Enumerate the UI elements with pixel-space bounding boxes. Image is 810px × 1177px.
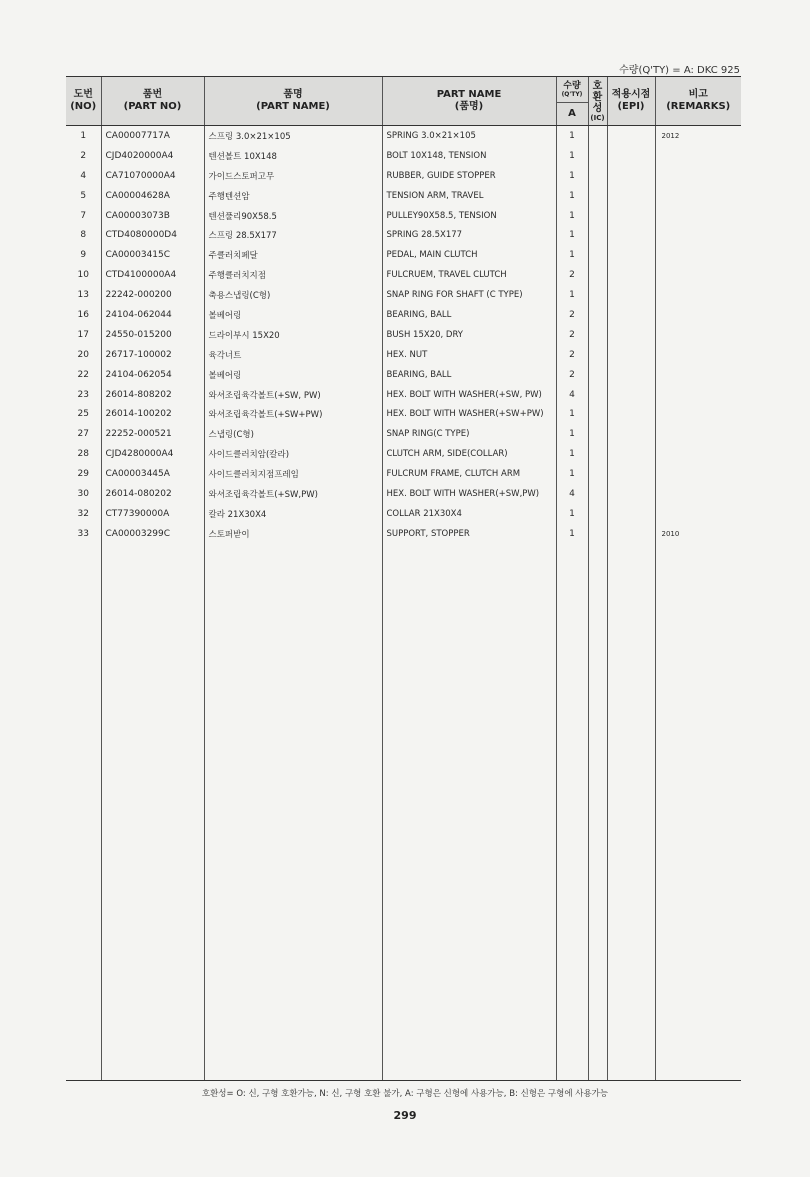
header-remarks <box>655 77 741 126</box>
row-no: 4 <box>80 170 87 181</box>
header-part-no-kr: 품번 <box>142 89 163 100</box>
table-row <box>66 265 741 285</box>
row-remarks <box>655 404 741 424</box>
row-ic <box>588 444 607 464</box>
row-ic <box>588 166 607 186</box>
row-ic <box>588 424 607 444</box>
row-qty: 4 <box>556 484 588 504</box>
row-name-en: FULCRUEM, TRAVEL CLUTCH <box>382 265 556 285</box>
row-qty: 2 <box>556 265 588 285</box>
table-filler-row <box>66 544 741 1081</box>
row-no: 30 <box>77 488 89 499</box>
header-part-name-kr <box>204 77 382 126</box>
row-part-no: 24104-062054 <box>101 365 204 385</box>
row-epi <box>607 484 655 504</box>
row-name-kr: 와셔조립육각볼트(+SW+PW) <box>204 404 382 424</box>
row-qty: 1 <box>556 404 588 424</box>
row-ic <box>588 345 607 365</box>
header-ic-en: (IC) <box>590 113 605 122</box>
filler-cell <box>607 544 655 1081</box>
row-name-en: HEX. BOLT WITH WASHER(+SW+PW) <box>382 404 556 424</box>
table-row <box>66 385 741 405</box>
header-qty-kr: 수량 <box>563 81 581 91</box>
row-remarks <box>655 385 741 405</box>
row-no: 1 <box>80 130 87 141</box>
filler-cell <box>204 544 382 1081</box>
table-row <box>66 305 741 325</box>
table-row <box>66 285 741 305</box>
header-epi-en: (EPI) <box>617 101 645 112</box>
row-no: 25 <box>77 409 89 420</box>
parts-table <box>66 76 741 1081</box>
row-name-kr: 축용스냅링(C형) <box>204 285 382 305</box>
header-part-name-en-sub: (품명) <box>454 101 484 112</box>
filler-cell <box>101 544 204 1081</box>
row-name-en: SUPPORT, STOPPER <box>382 524 556 544</box>
row-qty: 4 <box>556 385 588 405</box>
row-no: 13 <box>77 290 89 301</box>
parts-table-container <box>66 76 741 1081</box>
header-epi <box>607 77 655 126</box>
header-part-name-kr-label: 품명 <box>283 89 303 100</box>
header-no-kr: 도번 <box>73 89 93 100</box>
header-qty-col-a: A <box>556 103 588 126</box>
row-ic <box>588 206 607 226</box>
row-name-en: SPRING 3.0×21×105 <box>382 126 556 146</box>
row-remarks <box>655 345 741 365</box>
row-part-no: CT77390000A <box>101 504 204 524</box>
row-ic <box>588 305 607 325</box>
header-part-no-en: (PART NO) <box>123 101 182 112</box>
filler-cell <box>66 544 101 1081</box>
row-no: 16 <box>77 309 89 320</box>
row-qty: 1 <box>556 186 588 206</box>
row-ic <box>588 464 607 484</box>
row-remarks: 2010 <box>655 524 741 544</box>
table-row <box>66 126 741 146</box>
table-row <box>66 524 741 544</box>
table-row <box>66 404 741 424</box>
row-ic <box>588 265 607 285</box>
row-part-no: CA00003445A <box>101 464 204 484</box>
row-remarks <box>655 186 741 206</box>
row-remarks <box>655 245 741 265</box>
row-name-kr: 와셔조립육각볼트(+SW, PW) <box>204 385 382 405</box>
row-name-kr: 칼라 21X30X4 <box>204 504 382 524</box>
table-row <box>66 325 741 345</box>
qty-note: 수량(Q'TY) = A: DKC 925 <box>619 65 740 76</box>
row-epi <box>607 345 655 365</box>
row-name-en: HEX. NUT <box>382 345 556 365</box>
filler-cell <box>382 544 556 1081</box>
row-name-en: HEX. BOLT WITH WASHER(+SW, PW) <box>382 385 556 405</box>
filler-cell <box>588 544 607 1081</box>
table-row <box>66 504 741 524</box>
table-row <box>66 484 741 504</box>
table-header <box>66 77 741 126</box>
header-ic-kr: 호환성 <box>592 80 603 114</box>
row-epi <box>607 285 655 305</box>
row-part-no: 24104-062044 <box>101 305 204 325</box>
page-number: 299 <box>393 1109 417 1122</box>
row-name-en: SPRING 28.5X177 <box>382 225 556 245</box>
table-row <box>66 464 741 484</box>
row-ic <box>588 245 607 265</box>
row-remarks <box>655 365 741 385</box>
header-ic <box>588 77 607 126</box>
row-epi <box>607 504 655 524</box>
row-no: 33 <box>77 528 89 539</box>
row-remarks <box>655 484 741 504</box>
row-qty: 1 <box>556 206 588 226</box>
table-row <box>66 186 741 206</box>
header-epi-kr: 적용시점 <box>611 89 651 100</box>
header-part-no <box>101 77 204 126</box>
row-part-no: 26014-808202 <box>101 385 204 405</box>
header-part-name-en <box>382 77 556 126</box>
row-part-no: 26014-080202 <box>101 484 204 504</box>
row-name-kr: 스냅링(C형) <box>204 424 382 444</box>
row-ic <box>588 225 607 245</box>
row-epi <box>607 225 655 245</box>
row-epi <box>607 464 655 484</box>
row-ic <box>588 126 607 146</box>
row-name-en: BUSH 15X20, DRY <box>382 325 556 345</box>
row-part-no: 22252-000521 <box>101 424 204 444</box>
row-name-en: FULCRUM FRAME, CLUTCH ARM <box>382 464 556 484</box>
row-epi <box>607 206 655 226</box>
row-epi <box>607 365 655 385</box>
row-name-kr: 볼베어링 <box>204 365 382 385</box>
row-ic <box>588 146 607 166</box>
row-name-kr: 드라이부시 15X20 <box>204 325 382 345</box>
table-row <box>66 166 741 186</box>
row-name-en: RUBBER, GUIDE STOPPER <box>382 166 556 186</box>
row-no: 8 <box>80 230 87 241</box>
header-part-name-kr-sub: (PART NAME) <box>256 101 330 112</box>
row-qty: 1 <box>556 146 588 166</box>
row-remarks <box>655 225 741 245</box>
header-remarks-kr: 비고 <box>688 89 708 100</box>
row-part-no: CTD4100000A4 <box>101 265 204 285</box>
row-qty: 1 <box>556 166 588 186</box>
row-name-kr: 가이드스토퍼고무 <box>204 166 382 186</box>
row-ic <box>588 365 607 385</box>
row-name-kr: 스토퍼받이 <box>204 524 382 544</box>
header-qty <box>556 77 588 103</box>
row-remarks <box>655 464 741 484</box>
row-epi <box>607 265 655 285</box>
row-ic <box>588 404 607 424</box>
table-row <box>66 424 741 444</box>
row-ic <box>588 484 607 504</box>
header-part-name-en-label: PART NAME <box>436 89 502 100</box>
row-qty: 1 <box>556 464 588 484</box>
row-name-en: COLLAR 21X30X4 <box>382 504 556 524</box>
row-ic <box>588 186 607 206</box>
row-qty: 2 <box>556 305 588 325</box>
row-qty: 2 <box>556 325 588 345</box>
row-ic <box>588 285 607 305</box>
row-name-en: TENSION ARM, TRAVEL <box>382 186 556 206</box>
row-name-en: BEARING, BALL <box>382 365 556 385</box>
table-body <box>66 126 741 1082</box>
row-name-en: BEARING, BALL <box>382 305 556 325</box>
row-no: 5 <box>80 190 87 201</box>
row-part-no: CA00003415C <box>101 245 204 265</box>
row-part-no: 24550-015200 <box>101 325 204 345</box>
row-no: 20 <box>77 349 89 360</box>
row-no: 10 <box>77 270 89 281</box>
row-part-no: CJD4020000A4 <box>101 146 204 166</box>
row-part-no: CA00007717A <box>101 126 204 146</box>
row-name-kr: 육각너트 <box>204 345 382 365</box>
table-row <box>66 345 741 365</box>
row-qty: 1 <box>556 424 588 444</box>
header-no <box>66 77 101 126</box>
row-name-kr: 볼베어링 <box>204 305 382 325</box>
row-no: 23 <box>77 389 89 400</box>
table-row <box>66 146 741 166</box>
row-epi <box>607 524 655 544</box>
row-epi <box>607 424 655 444</box>
row-epi <box>607 146 655 166</box>
row-remarks <box>655 146 741 166</box>
row-name-en: PULLEY90X58.5, TENSION <box>382 206 556 226</box>
row-epi <box>607 404 655 424</box>
row-name-kr: 텐션풀리90X58.5 <box>204 206 382 226</box>
row-epi <box>607 444 655 464</box>
row-name-en: PEDAL, MAIN CLUTCH <box>382 245 556 265</box>
table-row <box>66 245 741 265</box>
row-name-kr: 주행텐션암 <box>204 186 382 206</box>
row-no: 17 <box>77 329 89 340</box>
filler-cell <box>556 544 588 1081</box>
row-epi <box>607 325 655 345</box>
row-name-kr: 텐션볼트 10X148 <box>204 146 382 166</box>
row-remarks <box>655 325 741 345</box>
row-name-kr: 사이드클러치암(칼라) <box>204 444 382 464</box>
row-part-no: CA71070000A4 <box>101 166 204 186</box>
header-no-en: (NO) <box>70 101 97 112</box>
row-ic <box>588 504 607 524</box>
row-no: 22 <box>77 369 89 380</box>
row-name-en: SNAP RING(C TYPE) <box>382 424 556 444</box>
row-epi <box>607 305 655 325</box>
row-part-no: 22242-000200 <box>101 285 204 305</box>
row-part-no: CTD4080000D4 <box>101 225 204 245</box>
row-name-en: BOLT 10X148, TENSION <box>382 146 556 166</box>
table-row <box>66 206 741 226</box>
row-name-en: SNAP RING FOR SHAFT (C TYPE) <box>382 285 556 305</box>
row-name-kr: 주클러치페달 <box>204 245 382 265</box>
row-part-no: 26717-100002 <box>101 345 204 365</box>
row-no: 2 <box>80 150 87 161</box>
row-name-en: HEX. BOLT WITH WASHER(+SW,PW) <box>382 484 556 504</box>
row-name-kr: 스프링 28.5X177 <box>204 225 382 245</box>
row-remarks <box>655 444 741 464</box>
row-qty: 1 <box>556 225 588 245</box>
interchangeability-footnote: 호환성= O: 신, 구형 호환가능, N: 신, 구형 호환 불가, A: 구형은 신형에 사용가능, B: 신형은 구형에 사용가능 <box>201 1089 609 1099</box>
row-remarks <box>655 285 741 305</box>
row-part-no: CA00004628A <box>101 186 204 206</box>
row-name-kr: 스프링 3.0×21×105 <box>204 126 382 146</box>
row-remarks <box>655 305 741 325</box>
row-remarks <box>655 265 741 285</box>
row-remarks <box>655 206 741 226</box>
row-name-kr: 사이드클러치지점프레임 <box>204 464 382 484</box>
row-qty: 2 <box>556 345 588 365</box>
row-qty: 1 <box>556 285 588 305</box>
row-no: 7 <box>80 210 87 221</box>
row-no: 28 <box>77 449 89 460</box>
table-row <box>66 365 741 385</box>
row-remarks <box>655 166 741 186</box>
row-no: 9 <box>80 250 87 261</box>
row-no: 29 <box>77 469 89 480</box>
row-no: 27 <box>77 429 89 440</box>
header-remarks-en: (REMARKS) <box>666 101 731 112</box>
row-part-no: CA00003299C <box>101 524 204 544</box>
table-row <box>66 225 741 245</box>
bottom-rule <box>66 1080 741 1081</box>
row-qty: 1 <box>556 126 588 146</box>
row-qty: 1 <box>556 245 588 265</box>
row-name-kr: 와셔조립육각볼트(+SW,PW) <box>204 484 382 504</box>
filler-cell <box>655 544 741 1081</box>
row-part-no: CA00003073B <box>101 206 204 226</box>
row-qty: 1 <box>556 444 588 464</box>
row-part-no: 26014-100202 <box>101 404 204 424</box>
row-remarks <box>655 424 741 444</box>
row-no: 32 <box>77 508 89 519</box>
row-epi <box>607 166 655 186</box>
table-row <box>66 444 741 464</box>
row-ic <box>588 524 607 544</box>
row-name-kr: 주행클러치지점 <box>204 265 382 285</box>
row-epi <box>607 245 655 265</box>
row-epi <box>607 126 655 146</box>
row-qty: 2 <box>556 365 588 385</box>
row-ic <box>588 325 607 345</box>
row-name-en: CLUTCH ARM, SIDE(COLLAR) <box>382 444 556 464</box>
row-epi <box>607 385 655 405</box>
row-epi <box>607 186 655 206</box>
row-part-no: CJD4280000A4 <box>101 444 204 464</box>
row-ic <box>588 385 607 405</box>
row-qty: 1 <box>556 524 588 544</box>
header-qty-en: (Q'TY) <box>561 91 583 98</box>
row-qty: 1 <box>556 504 588 524</box>
row-remarks: 2012 <box>655 126 741 146</box>
row-remarks <box>655 504 741 524</box>
